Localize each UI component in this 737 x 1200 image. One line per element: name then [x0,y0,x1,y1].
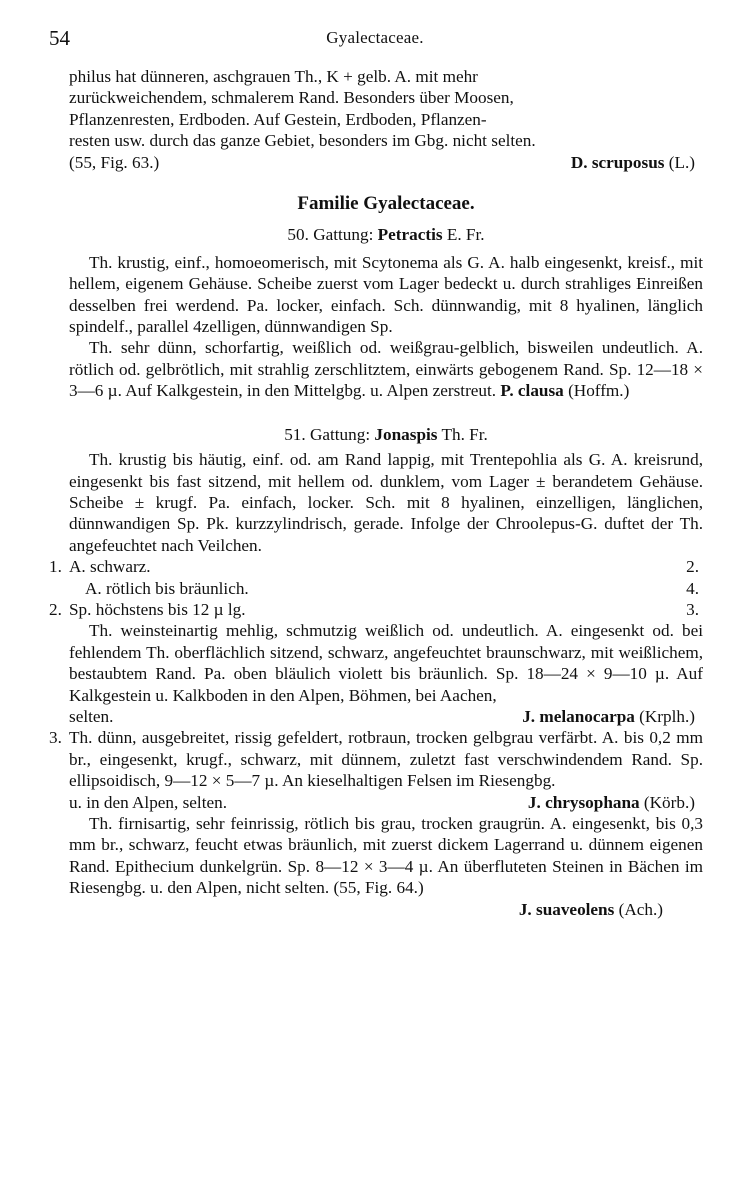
species-description [69,337,703,401]
continued-paragraph [69,66,703,173]
couplet-text: Th. firnisartig, sehr feinrissig, rötlich bis grau, trocken graugrün. A. eingesenkt, bis 0,3 mm br., schwarz, feucht etwas bräunlich, mit zuerst dickem Lagerrand u. dünnem eigenen Rand. Epithecium dunkelgrün. Sp. 8—12 × 3—4 µ. An überfluteten Steinen in Bächen im Riesengbg. u. den Alpen, nicht selten. (55, Fig. 64.) [69,814,703,898]
species-author: (Krplh.) [639,706,695,726]
species-name [69,899,663,920]
line-text: resten usw. durch das ganze Gebiet, besonders im Gbg. nicht selten. [69,131,536,151]
page-number: 54 [49,26,70,50]
genus-author: E. Fr. [446,225,485,245]
couplet-text: A. rötlich bis bräunlich. [85,578,249,598]
couplet-text: Sp. höchstens bis 12 µ lg. [69,599,246,619]
genus-number: 50. Gattung: [287,225,374,245]
species-author: (L.) [668,152,695,172]
couplet-number: 2. [49,599,62,619]
genus-name: Jonaspis [374,424,438,444]
key-couplet [49,556,703,577]
species-binomial: J. suaveolens [518,899,615,919]
text-line [69,792,703,813]
text-line [69,130,703,151]
species-author: (Körb.) [643,792,695,812]
text-line [69,706,703,727]
species-author: (Ach.) [618,899,663,919]
text-line [69,87,703,108]
species-binomial: J. melanocarpa [522,706,635,726]
couplet-ref: 4. [686,578,699,598]
text-line [69,109,703,130]
description-text: Th. sehr dünn, schorfartig, weißlich od. weißgrau-gelblich, bisweilen undeutlich. A. rötlich od. gelbrötlich, mit strahlig zerschlitztem, einwärts gebogenem Rand. Sp. 12—18 × 3—6 µ. Auf Kalkgestein, in den Mittelgbg. u. Alpen zerstreut. [69,338,703,401]
page-body [49,66,703,920]
genus-description: Th. krustig bis häutig, einf. od. am Rand lappig, mit Trentepohlia als G. A. kreisrund, eingesenkt bis fast sitzend, mit hellem od. dunklem, vom Lager ± berandetem Gehäuse. Scheibe ± krugf. Pa. einfach, locker. Sch. mit 8 hyalinen, einzelligen, länglichen, dünnwandigen Sp. Pk. kurzzylindrisch, gerade. Infolge der Chroolepus-G. duftet der Th. angefeuchtet nach Veilchen. [69,450,703,555]
text-line [69,66,703,87]
species-author: (Hoffm.) [568,381,630,401]
couplet-text: Th. dünn, ausgebreitet, rissig gefeldert, rotbraun, trocken gelbgrau verfärbt. A. bis 0,2 mm br., eingesenkt, krugf., schwarz, mit dünnem, zuletzt fast verschwindendem Rand. Sp. ellipsoidisch, 9—12 × 5—7 µ. An kieselhaltigen Felsen im Riesengbg. [69,728,703,791]
couplet-text: Th. weinsteinartig mehlig, schmutzig weißlich od. undeutlich. A. eingesenkt od. bei fehlendem Th. oberflächlich sitzend, schwarz, angefeuchtet braunschwarz, mit weißlichem, bestaubtem Rand. Pa. oben bläulich violett bis bräunlich. Sp. 18—24 × 9—10 µ. Auf Kalkgestein u. Kalkboden in den Alpen, Böhmen, bei Aachen, [69,621,703,705]
genus-heading [69,224,703,245]
species-name [571,152,695,173]
genus-author: Th. Fr. [441,424,488,444]
genus-heading [69,424,703,445]
genus-number: 51. Gattung: [284,424,371,444]
identification-key [49,556,703,920]
couplet-text: A. schwarz. [69,557,151,577]
key-species-entry [69,620,703,727]
species-binomial: D. scruposus [570,152,665,172]
species-name [522,706,695,727]
couplet-text: selten. [69,706,114,726]
reference: (55, Fig. 63.) [69,152,160,172]
key-couplet [49,599,703,620]
key-couplet [49,727,703,813]
couplet-number: 3. [49,728,62,748]
family-heading: Familie Gyalectaceae. [297,193,475,215]
running-head: Gyalectaceae. [326,28,424,47]
page-header [49,26,701,50]
line-text: philus hat dünneren, aschgrauen Th., K + gelb. A. mit mehr [69,67,478,86]
line-text: zurückweichendem, schmalerem Rand. Besonders über Moosen, [69,88,514,108]
key-couplet [69,578,703,599]
genus-name: Petractis [377,225,443,245]
couplet-text: u. in den Alpen, selten. [69,792,228,812]
couplet-ref: 2. [686,557,699,577]
species-name [528,792,695,813]
couplet-ref: 3. [686,599,699,619]
key-species-entry [69,813,703,920]
couplet-number: 1. [49,557,62,577]
line-text: Pflanzenresten, Erdboden. Auf Gestein, Erdboden, Pflanzen- [69,109,487,129]
key-couplet-body [49,727,703,791]
species-binomial: J. chrysophana [527,792,640,812]
text-line [69,152,703,173]
species-binomial: P. clausa [500,381,564,401]
genus-description: Th. krustig, einf., homoeomerisch, mit Scytonema als G. A. halb eingesenkt, kreisf., mit hellem, eigenem Gehäuse. Scheibe zuerst vom Lager bedeckt u. durch strahliges Einreißen desselben frei werdend. Pa. locker, einfach. Sch. dünnwandig, mit 8 hyalinen, länglich spindelf., parallel 4zelligen, dünnwandigen Sp. [69,252,703,337]
